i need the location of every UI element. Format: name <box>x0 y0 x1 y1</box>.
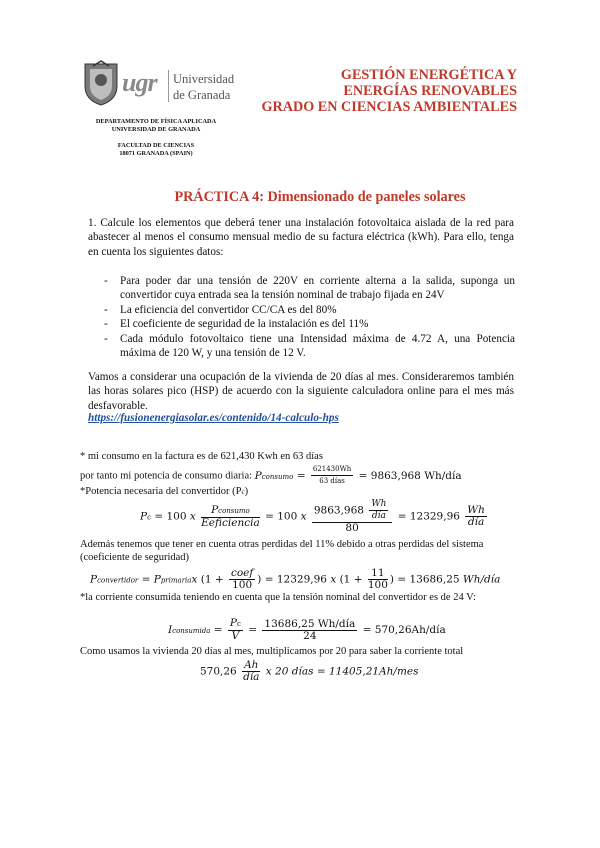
calc-line-3: *Potencia necesaria del convertidor (Pc) <box>80 486 249 497</box>
dept-spacer <box>82 134 230 142</box>
data-list <box>100 274 515 360</box>
equation-pconvertidor: Pconvertidor = Pprimariax (1 + $\frac{\text{coef}}{100}$ ) = 12329,96 x (1 + $\frac{11}{100}$ ) = 13686,25 Wh/día <box>90 567 501 591</box>
equation-current: Iconsumida = $\frac{Pc}{V}$ = $\frac{\text{13686,25 Wh/día}}{24}$ = 570,26Ah/día <box>168 617 446 642</box>
logo-divider <box>168 70 169 102</box>
hsp-calculator-link[interactable]: https://fusionenergiasolar.es/contenido/14-calculo-hps <box>88 412 339 424</box>
calc-line-4: Además tenemos que tener en cuenta otras perdidas del 11% debido a otras perdidas del sistema (coeficiente de seguridad) <box>80 539 484 563</box>
logo-university-line1: Universidad <box>173 72 235 86</box>
intro-paragraph: 1. Calcule los elementos que deberá tener una instalación fotovoltaica aislada de la red para abastecer al menos el consumo mensual medio de su factura eléctrica (kWh). Para ello, tenga en cuenta los siguientes datos: <box>88 217 514 258</box>
dept-line: DEPARTAMENTO DE FÍSICA APLICADA <box>95 118 217 125</box>
title-line: ENERGÍAS RENOVABLES <box>343 83 517 99</box>
university-logo <box>82 60 262 112</box>
calc-line-2: por tanto mi potencia de consumo diaria: Pconsumo = $\frac{621430Wh}{\text{63 días}}$ = 9863,968 Wh/día <box>80 465 462 485</box>
calc-line-5: *la corriente consumida teniendo en cuenta que la tensión nominal del convertidor es de 24 V: <box>80 592 476 603</box>
list-item: - El coeficiente de seguridad de la instalación es del 11% <box>104 318 369 331</box>
dept-line: 18071 GRANADA (SPAIN) <box>119 150 193 157</box>
calc-line-1: * mi consumo en la factura es de 621,430 Kwh en 63 días <box>80 451 323 462</box>
occupancy-paragraph: Vamos a considerar una ocupación de la vivienda de 20 días al mes. Consideraremos también las horas solares pico (HSP) de acuerdo con la siguiente calculadora online para el mes más desfavorable. <box>88 371 514 412</box>
department-address <box>82 118 230 158</box>
course-title <box>252 67 517 115</box>
logo-university-line2: de Granada <box>173 88 231 102</box>
calc-line-6: Como usamos la vivienda 20 días al mes, multiplicamos por 20 para saber la corriente total <box>80 646 464 657</box>
practice-title: PRÁCTICA 4: Dimensionado de paneles solares <box>174 189 466 205</box>
dept-line: UNIVERSIDAD DE GRANADA <box>111 126 201 133</box>
logo-wordmark: ugr <box>122 68 157 97</box>
dept-line: FACULTAD DE CIENCIAS <box>117 142 195 149</box>
equation-total: 570,26 $\frac{Ah}{\text{día}}$ x 20 días = 11405,21Ah/mes <box>200 659 419 683</box>
list-item: - Cada módulo fotovoltaico tiene una Intensidad máxima de 4.72 A, una Potencia máxima de 120 W, y una tensión de 12 V. <box>104 332 515 360</box>
list-item: - Para poder dar una tensión de 220V en corriente alterna a la salida, suponga un convertidor cuya entrada sea la tensión nominal de trabajo fijada en 24V <box>104 275 515 302</box>
title-line: GRADO EN CIENCIAS AMBIENTALES <box>261 99 517 115</box>
list-item: - La eficiencia del convertidor CC/CA es del 80% <box>104 303 337 316</box>
title-line: GESTIÓN ENERGÉTICA Y <box>340 67 517 83</box>
crest-icon <box>82 60 120 106</box>
equation-pc: Pc = 100 x $\frac{\text{Pconsumo}}{\text{Eeficiencia}}$ = 100 x 9863,968 $\frac{Wh}{\text{día}}$ 80 = 12329,96 $\frac{Wh}{\text{día}}$ <box>140 499 485 534</box>
